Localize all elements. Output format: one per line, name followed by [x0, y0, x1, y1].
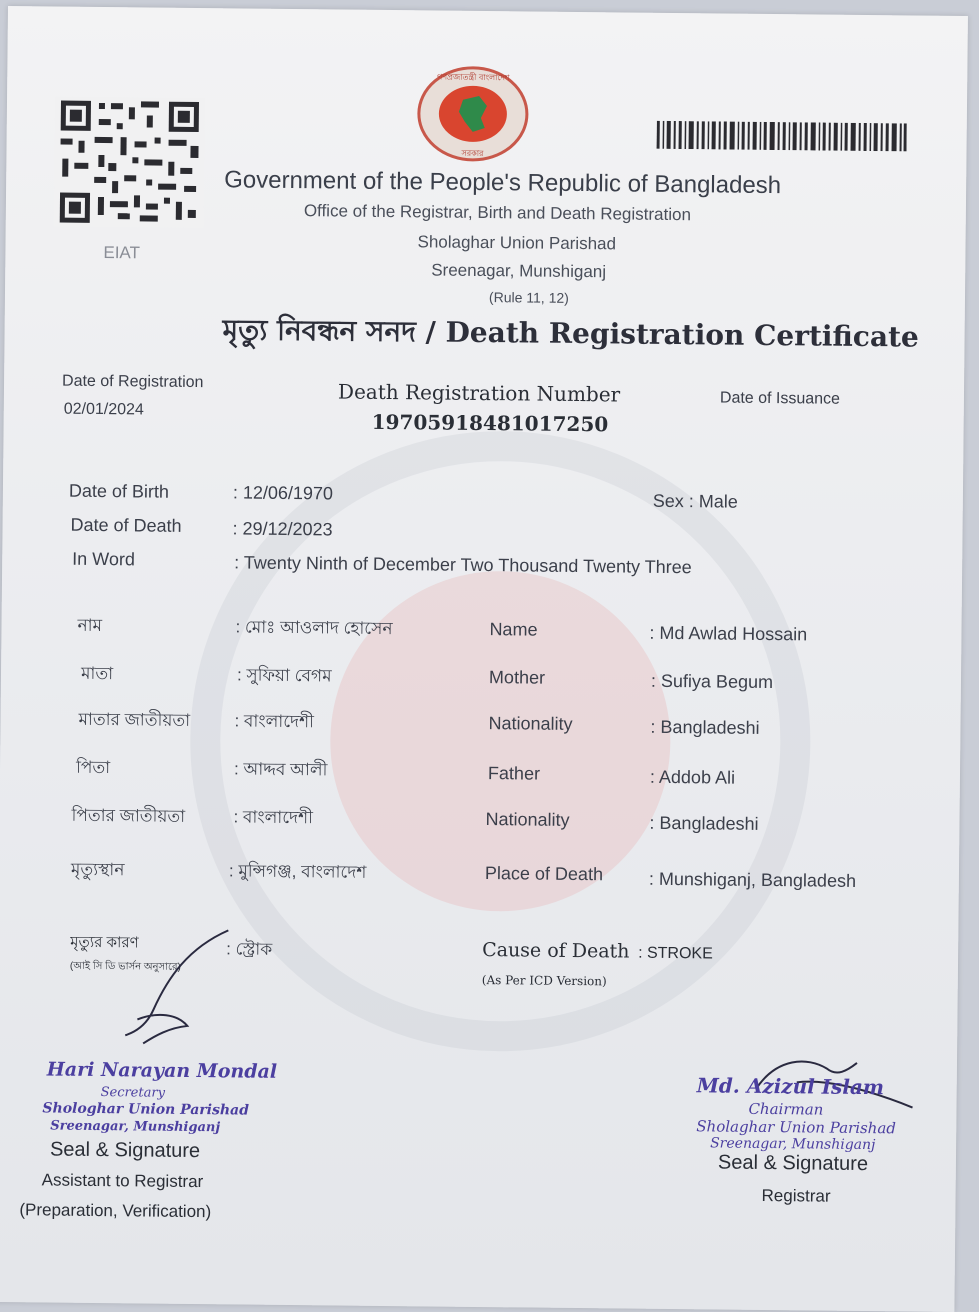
father-value: : Addob Ali: [649, 766, 736, 788]
cause-label: Cause of Death: [482, 939, 630, 963]
place-of-death-value: : Munshiganj, Bangladesh: [648, 868, 857, 891]
right-role: Registrar: [761, 1185, 831, 1206]
registration-number-label: Death Registration Number: [337, 379, 621, 407]
barcode: [657, 121, 907, 152]
left-signatory-name: Hari Narayan Mondal: [46, 1058, 278, 1083]
inword-value: : Twenty Ninth of December Two Thousand Twenty Three: [234, 552, 692, 578]
bn-mother-value: : সুফিয়া বেগম: [236, 665, 332, 686]
bn-mother-label: মাতা: [80, 663, 114, 684]
rule-line: (Rule 11, 12): [488, 289, 569, 306]
svg-text:সরকার: সরকার: [461, 148, 484, 158]
left-signatory-place: Sreenagar, Munshiganj: [50, 1118, 221, 1136]
bn-place-of-death-label: মৃত্যুস্থান: [70, 859, 125, 880]
mother-value: : Sufiya Begum: [650, 670, 774, 693]
certificate-title: মৃত্যু নিবন্ধন সনদ / Death Registration Certificate: [222, 313, 920, 354]
bn-name-value: : মোঃ আওলাদ হোসেন: [235, 617, 393, 639]
certificate-paper: [0, 6, 968, 1312]
left-role: Assistant to Registrar: [41, 1170, 204, 1192]
registration-number: 19705918481017250: [371, 409, 609, 437]
mother-label: Mother: [488, 667, 546, 688]
government-emblem: [416, 65, 529, 162]
inword-label: In Word: [72, 548, 136, 570]
cause-note: (As Per ICD Version): [481, 973, 607, 989]
left-signatory-union: Shologhar Union Parishad: [42, 1100, 250, 1119]
left-role-note: (Preparation, Verification): [19, 1200, 212, 1222]
office-line: Office of the Registrar, Birth and Death Registration: [303, 201, 692, 225]
dob-value: : 12/06/1970: [232, 482, 334, 504]
dod-value: : 29/12/2023: [232, 518, 333, 540]
bn-father-value: : আদ্দব আলী: [233, 759, 328, 780]
right-seal-caption: Seal & Signature: [717, 1151, 869, 1176]
bn-place-of-death-value: : মুন্সিগঞ্জ, বাংলাদেশ: [228, 861, 367, 882]
location-line: Sreenagar, Munshiganj: [431, 260, 607, 282]
bn-father-nationality-label: পিতার জাতীয়তা: [71, 805, 186, 826]
name-value: : Md Awlad Hossain: [649, 622, 808, 645]
bn-father-label: পিতা: [75, 757, 111, 778]
father-nationality-label: Nationality: [485, 809, 570, 830]
bn-father-nationality-value: : বাংলাদেশী: [233, 807, 314, 828]
bn-mother-nationality-label: মাতার জাতীয়তা: [78, 709, 191, 730]
bn-cause-value: : স্ট্রোক: [226, 939, 273, 959]
mother-nationality-label: Nationality: [488, 713, 573, 734]
union-line: Sholaghar Union Parishad: [417, 232, 617, 254]
qr-caption: EIAT: [103, 243, 141, 263]
svg-text:গণপ্রজাতন্ত্রী বাংলাদেশ: গণপ্রজাতন্ত্রী বাংলাদেশ: [436, 72, 510, 83]
bn-cause-label: মৃত্যুর কারণ: [70, 933, 139, 952]
left-seal-caption: Seal & Signature: [49, 1138, 201, 1163]
sex-value: Sex : Male: [652, 490, 739, 512]
left-signature: [97, 927, 258, 1049]
registration-date-label: Date of Registration: [61, 372, 204, 392]
left-signatory-designation: Secretary: [100, 1085, 166, 1101]
father-nationality-value: : Bangladeshi: [649, 812, 759, 834]
father-label: Father: [487, 763, 541, 784]
place-of-death-label: Place of Death: [484, 863, 604, 885]
right-signatory-designation: Chairman: [748, 1099, 824, 1119]
name-label: Name: [489, 619, 538, 640]
right-signatory-union: Sholaghar Union Parishad: [696, 1117, 897, 1138]
right-signatory-place: Sreenagar, Munshiganj: [710, 1135, 876, 1154]
right-signatory-name: Md. Azizul Islam: [696, 1073, 885, 1100]
registration-date: 02/01/2024: [63, 400, 144, 419]
bn-name-label: নাম: [77, 615, 103, 636]
bn-cause-note: (আই সি ডি ভার্সন অনুসারে): [69, 960, 181, 973]
dod-label: Date of Death: [70, 514, 182, 536]
mother-nationality-value: : Bangladeshi: [650, 716, 760, 738]
issuance-date-label: Date of Issuance: [719, 389, 841, 408]
dob-label: Date of Birth: [68, 480, 170, 502]
qr-code: [54, 96, 205, 228]
cause-value: : STROKE: [638, 944, 713, 963]
government-heading: Government of the People's Republic of Bangladesh: [224, 166, 782, 200]
bn-mother-nationality-value: : বাংলাদেশী: [234, 711, 315, 732]
